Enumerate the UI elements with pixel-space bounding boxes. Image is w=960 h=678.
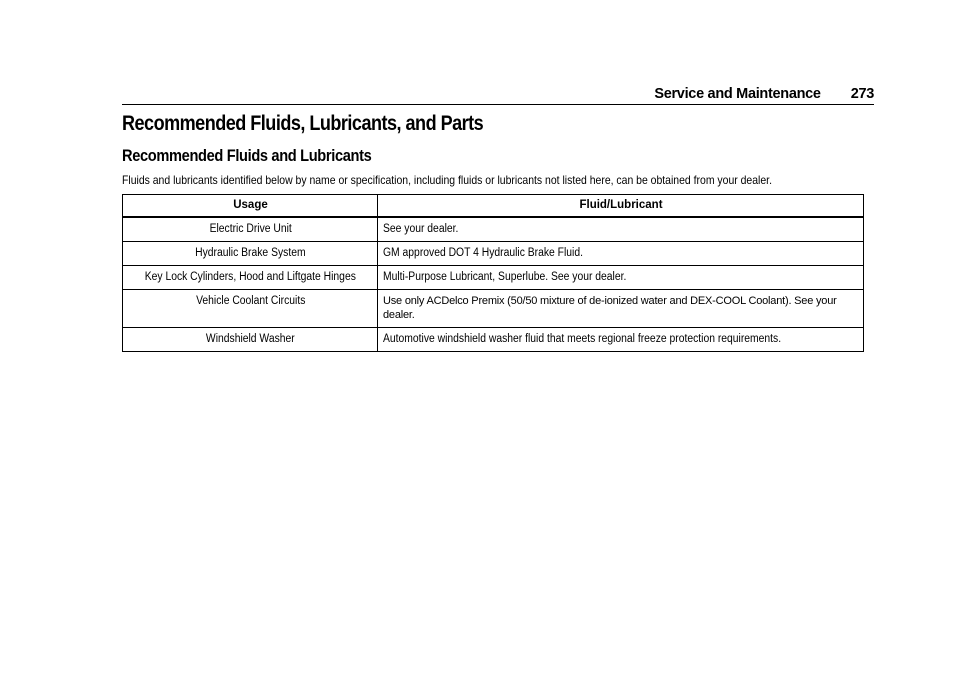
fluid-cell [378, 242, 864, 266]
page-title: Recommended Fluids, Lubricants, and Parts [122, 112, 484, 135]
usage-text: Electric Drive Unit [209, 223, 292, 235]
usage-text: Hydraulic Brake System [195, 247, 306, 259]
fluids-table [122, 194, 864, 352]
page-header [122, 82, 874, 105]
fluid-cell [378, 290, 864, 328]
table-row [123, 242, 864, 266]
usage-text: Key Lock Cylinders, Hood and Liftgate Hinges [144, 271, 357, 283]
usage-text: Vehicle Coolant Circuits [195, 295, 306, 307]
usage-cell [123, 266, 378, 290]
usage-cell [123, 242, 378, 266]
usage-cell [123, 217, 378, 242]
fluid-text: See your dealer. [383, 223, 459, 235]
fluid-text: Use only ACDelco Premix (50/50 mixture of de-ionized water and DEX-COOL Coolant). See your dealer. [383, 295, 837, 321]
fluid-cell [378, 328, 864, 352]
section-subtitle: Recommended Fluids and Lubricants [122, 146, 372, 165]
page-number: 273 [850, 86, 874, 102]
table-row [123, 328, 864, 352]
section-title: Service and Maintenance [654, 86, 821, 102]
fluid-text: GM approved DOT 4 Hydraulic Brake Fluid. [383, 247, 583, 259]
table-row [123, 290, 864, 328]
table-row [123, 266, 864, 290]
column-header-fluid: Fluid/Lubricant [378, 195, 864, 218]
intro-paragraph: Fluids and lubricants identified below by name or specification, including fluids or lubricants not listed here, can be obtained from your dealer. [122, 173, 772, 187]
usage-cell [123, 290, 378, 328]
fluid-text: Automotive windshield washer fluid that meets regional freeze protection requirements. [383, 333, 782, 345]
fluid-text: Multi-Purpose Lubricant, Superlube. See your dealer. [383, 271, 627, 283]
usage-text: Windshield Washer [206, 333, 295, 345]
column-header-usage: Usage [123, 195, 378, 218]
table-row [123, 217, 864, 242]
fluid-cell [378, 266, 864, 290]
table-header-row [123, 195, 864, 218]
fluid-cell [378, 217, 864, 242]
usage-cell [123, 328, 378, 352]
